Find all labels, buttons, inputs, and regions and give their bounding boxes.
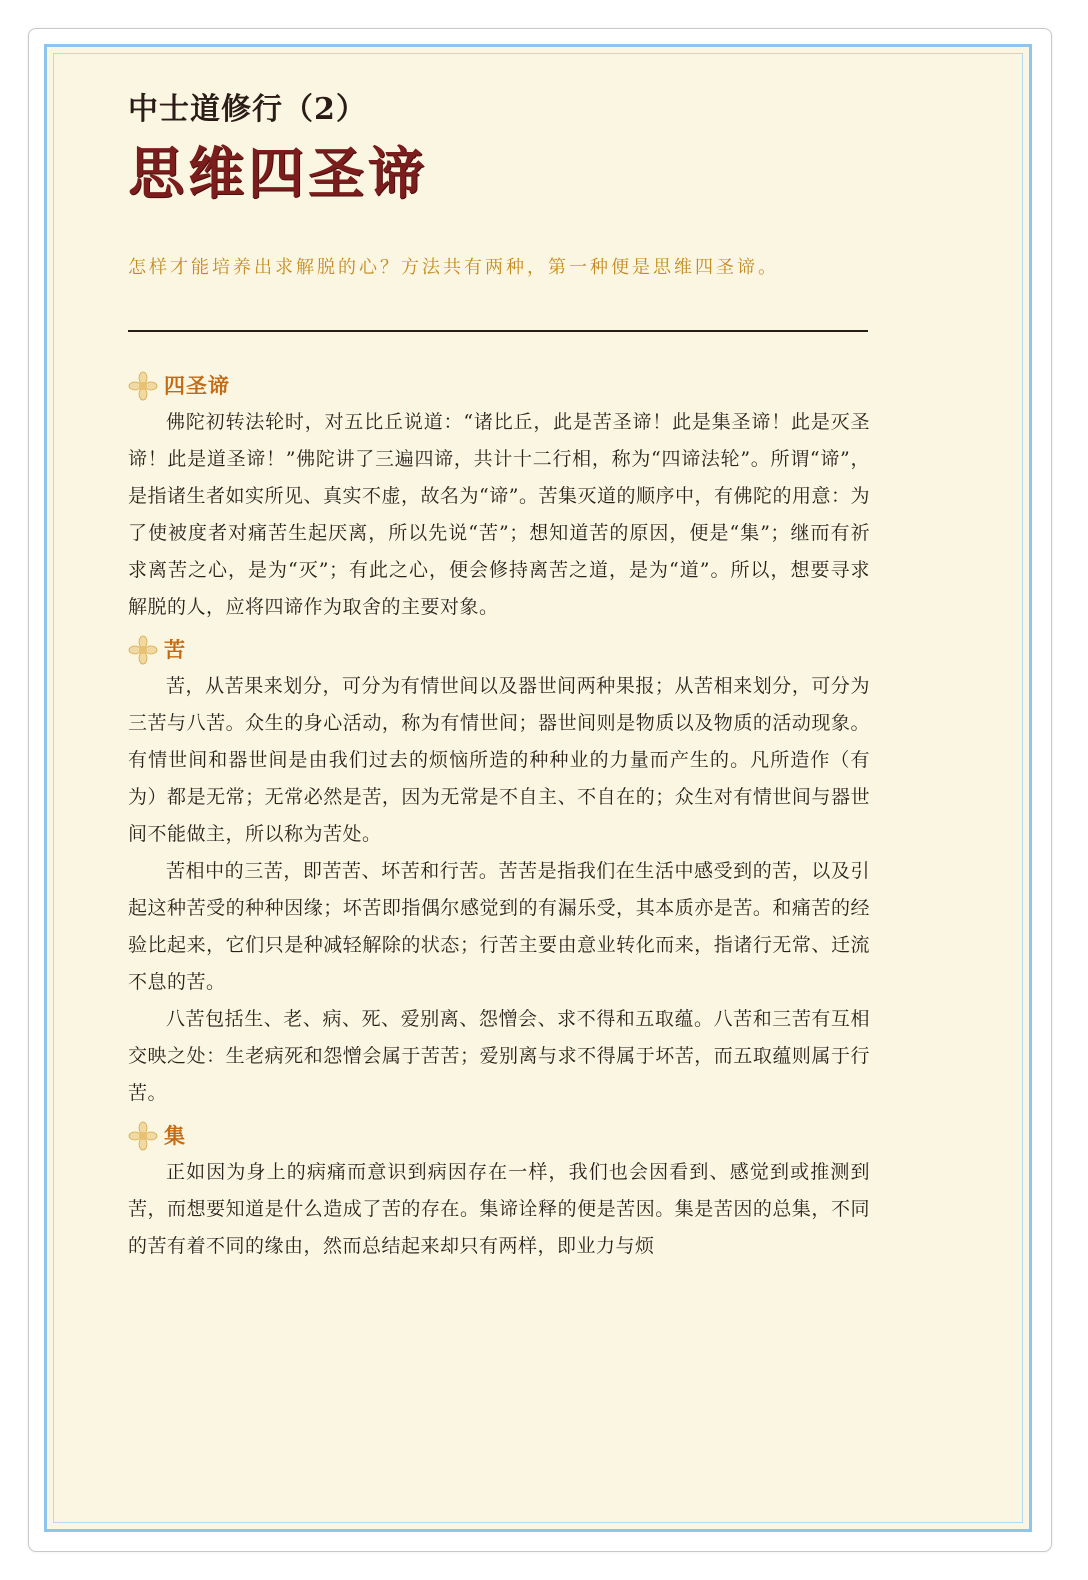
- section-title: 集: [164, 1123, 186, 1148]
- paragraph: 苦，从苦果来划分，可分为有情世间以及器世间两种果报；从苦相来划分，可分为三苦与八苦。众生的身心活动，称为有情世间；器世间则是物质以及物质的活动现象。有情世间和器世间是由我们过去的烦恼所造的种种业的力量而产生的。凡所造作（有为）都是无常；无常必然是苦，因为无常是不自主、不自在的；众生对有情世间与器世间不能做主，所以称为苦处。: [128, 675, 870, 845]
- chapter-title: 思维四圣谛: [128, 141, 428, 207]
- section-title: 苦: [164, 637, 186, 662]
- chapter-subtitle: 中士道修行（2）: [128, 92, 367, 127]
- flower-icon: [128, 371, 158, 401]
- section-heading-four-truths: [128, 368, 870, 404]
- section-heading-origin: [128, 1118, 870, 1154]
- chapter-header: [128, 92, 888, 210]
- section-heading-suffering: [128, 632, 870, 668]
- paragraph: 正如因为身上的病痛而意识到病因存在一样，我们也会因看到、感觉到或推测到苦，而想要知道是什么造成了苦的存在。集谛诠释的便是苦因。集是苦因的总集，不同的苦有着不同的缘由，然而总结起来却只有两样，即业力与烦: [128, 1161, 870, 1257]
- flower-icon: [128, 1121, 158, 1151]
- paragraph: 佛陀初转法轮时，对五比丘说道：“诸比丘，此是苦圣谛！此是集圣谛！此是灭圣谛！此是道圣谛！”佛陀讲了三遍四谛，共计十二行相，称为“四谛法轮”。所谓“谛”，是指诸生者如实所见、真实不虚，故名为“谛”。苦集灭道的顺序中，有佛陀的用意：为了使被度者对痛苦生起厌离，所以先说“苦”；想知道苦的原因，便是“集”；继而有祈求离苦之心，是为“灭”；有此之心，便会修持离苦之道，是为“道”。所以，想要寻求解脱的人，应将四谛作为取舍的主要对象。: [128, 411, 870, 618]
- flower-icon: [128, 635, 158, 665]
- paragraph: 八苦包括生、老、病、死、爱别离、怨憎会、求不得和五取蕴。八苦和三苦有互相交映之处：生老病死和怨憎会属于苦苦；爱别离与求不得属于坏苦，而五取蕴则属于行苦。: [128, 1008, 870, 1104]
- paragraph: 苦相中的三苦，即苦苦、坏苦和行苦。苦苦是指我们在生活中感受到的苦，以及引起这种苦受的种种因缘；坏苦即指偶尔感觉到的有漏乐受，其本质亦是苦。和痛苦的经验比起来，它们只是种减轻解除的状态；行苦主要由意业转化而来，指诸行无常、迁流不息的苦。: [128, 860, 870, 993]
- chapter-body: [128, 368, 870, 1265]
- chapter-intro: 怎样才能培养出求解脱的心？方法共有两种，第一种便是思维四圣谛。: [128, 257, 779, 278]
- section-title: 四圣谛: [164, 373, 230, 398]
- header-divider: [128, 330, 868, 332]
